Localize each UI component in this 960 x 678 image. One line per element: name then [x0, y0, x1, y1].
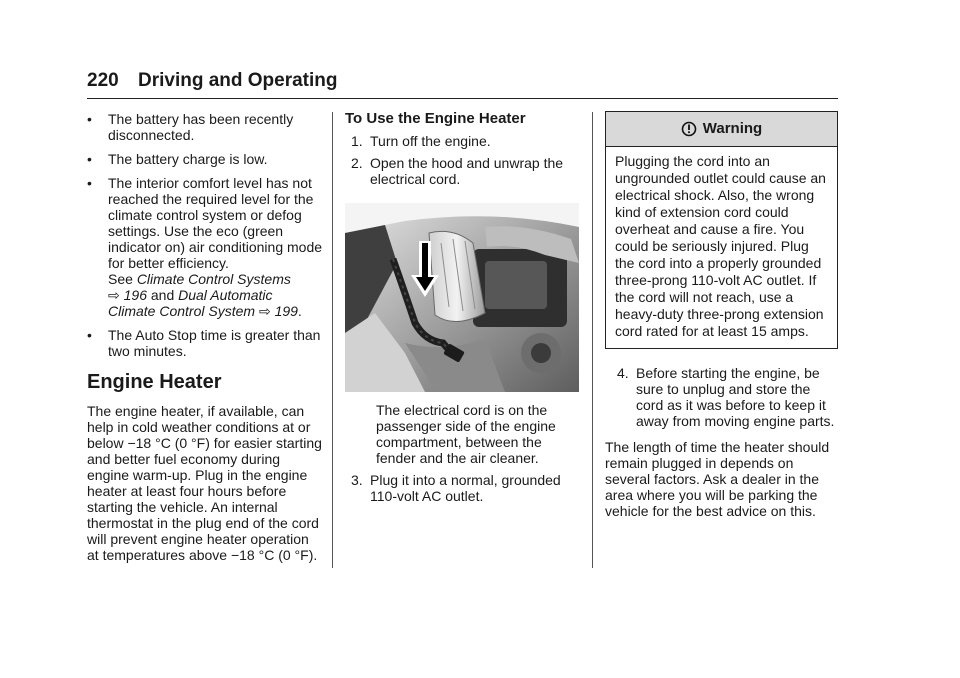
step-text: Open the hood and unwrap the electrical cord. [370, 155, 564, 187]
step-item [345, 155, 579, 187]
section-title: Driving and Operating [137, 70, 338, 91]
photo-caption: The electrical cord is on the passenger side of the engine compartment, between the fender and the air cleaner. [376, 402, 556, 466]
xref-page-196[interactable]: 196 [123, 287, 147, 303]
page-ref-icon: ⇨ [258, 303, 271, 319]
column-right [605, 111, 838, 527]
list-item [87, 175, 323, 319]
column-divider-1 [332, 112, 333, 568]
bullet-text: The battery has been recently disconnected. [108, 111, 294, 143]
step-item [345, 472, 579, 504]
and-label: and [150, 287, 175, 303]
engine-compartment-photo [345, 203, 579, 392]
step-text: Turn off the engine. [370, 133, 491, 149]
step-text: Plug it into a normal, grounded 110-volt AC outlet. [370, 472, 561, 504]
warning-header [606, 112, 837, 147]
period: . [297, 303, 302, 319]
list-item [87, 327, 323, 359]
header-rule [87, 98, 838, 99]
engine-heater-paragraph: The engine heater, if available, can help in cold weather conditions at or below −18 °C (0 °F) for easier starting and better fuel economy during engine warm-up. Plug in the engine heater at least four hours before starting the vehicle. An internal thermostat in the plug end of the cord will prevent engine heater operation at temperatures above −18 °C (0 °F). [87, 403, 322, 563]
step-number: 4. [617, 365, 629, 381]
step-item [605, 365, 838, 429]
step-number: 1. [351, 133, 363, 149]
column-divider-2 [592, 112, 593, 568]
bullet-marker: • [87, 111, 92, 127]
warning-box [605, 111, 838, 349]
bullet-text: The battery charge is low. [108, 151, 268, 167]
bullet-marker: • [87, 175, 92, 191]
see-label: See [108, 271, 133, 287]
subheading-use-engine-heater: To Use the Engine Heater [345, 110, 526, 127]
step-number: 3. [351, 472, 363, 488]
warning-circle-icon [681, 121, 697, 137]
xref-dual-automatic-climate[interactable]: Dual Automatic Climate Control System [108, 287, 273, 319]
page-ref-icon: ⇨ [108, 287, 120, 303]
warning-text: Plugging the cord into an ungrounded outlet could cause an electrical shock. Also, the wrong kind of extension cord could overheat and cause a fire. You could be seriously injured. Plug the cord into a properly grounded three-prong 110-volt AC outlet. If the cord will not reach, use a heavy-duty three-prong extension cord rated for at least 15 amps. [615, 153, 826, 339]
column-left [87, 111, 323, 571]
plug-duration-paragraph: The length of time the heater should remain plugged in depends on several factors. Ask a dealer in the area where you will be parking the vehicle for the best advice on this. [605, 439, 830, 519]
section-heading-engine-heater: Engine Heater [87, 371, 222, 393]
bullet-body: The interior comfort level has not reached the required level for the climate control system or defog settings. Use the eco (green indicator on) air conditioning mode for better efficiency. [108, 175, 323, 271]
bullet-marker: • [87, 327, 92, 343]
column-middle [345, 111, 579, 510]
list-item [87, 151, 323, 167]
xref-climate-control-systems[interactable]: Climate Control Systems [136, 271, 291, 287]
page-header [87, 70, 338, 92]
bullet-marker: • [87, 151, 92, 167]
xref-page-199[interactable]: 199 [274, 303, 298, 319]
bullet-text: The Auto Stop time is greater than two minutes. [108, 327, 321, 359]
page-number: 220 [87, 70, 119, 91]
step-item [345, 133, 579, 149]
step-number: 2. [351, 155, 363, 171]
bullet-text [108, 175, 323, 319]
step-text: Before starting the engine, be sure to unplug and store the cord as it was before to keep it away from moving engine parts. [636, 365, 835, 429]
warning-title: Warning [702, 120, 763, 137]
list-item [87, 111, 323, 143]
